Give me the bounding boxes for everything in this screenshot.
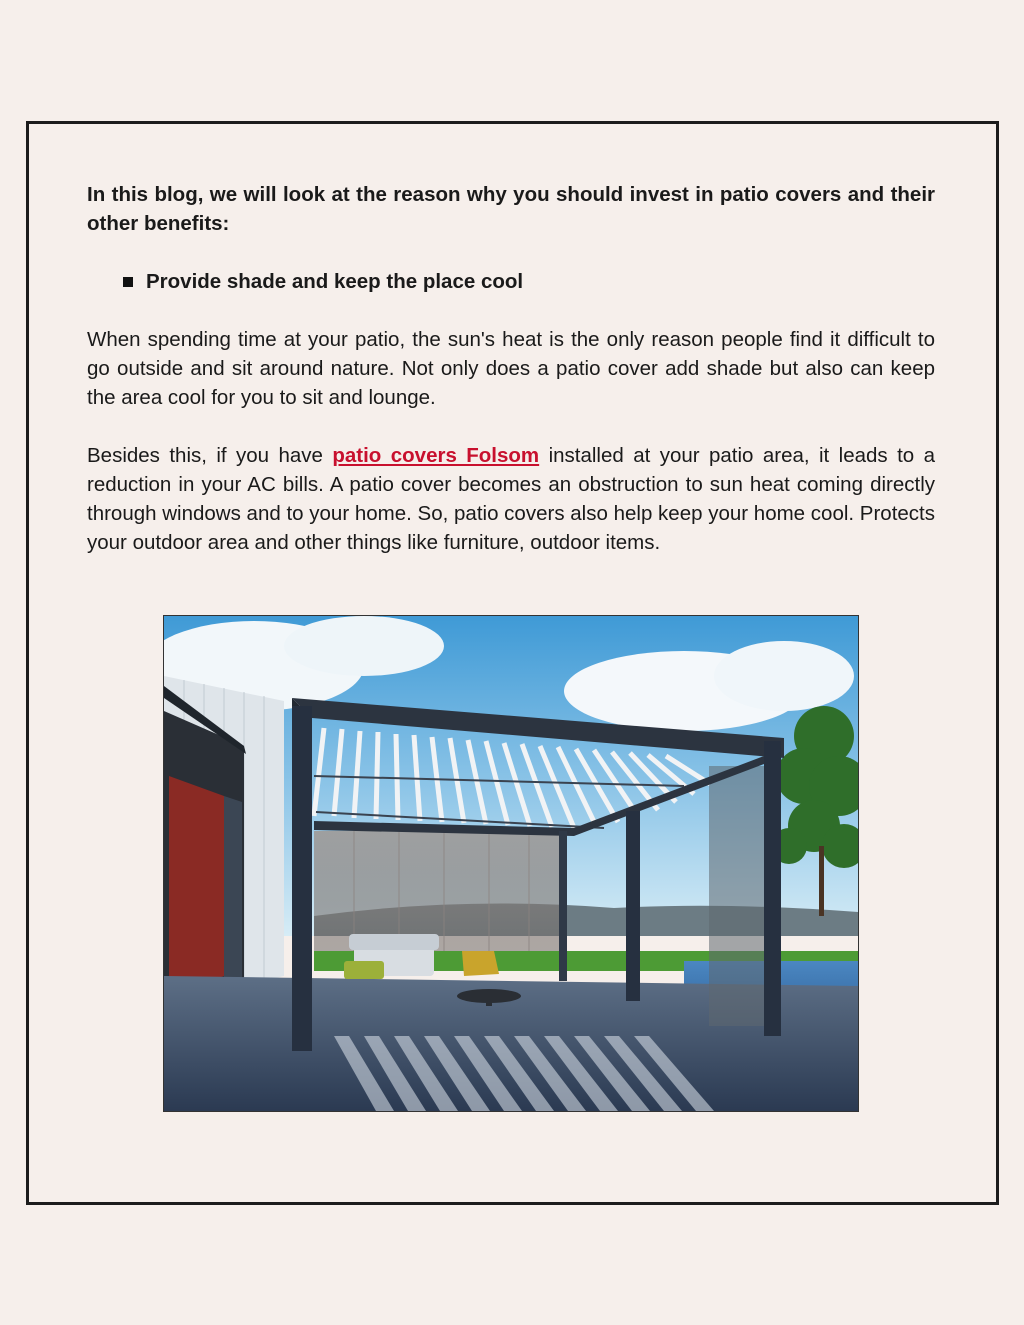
paragraph-shade: When spending time at your patio, the sun's heat is the only reason people find it difficult to go outside and sit around nature. Not only does a patio cover add shade but also can keep the area cool for you to sit and lounge.: [87, 328, 935, 409]
bullet-label: Provide shade and keep the place cool: [146, 270, 524, 293]
bullet-item: [123, 267, 935, 296]
article-body: [87, 180, 935, 557]
paragraph-text-after: installed at your patio area, it leads to a reduction in your AC bills. A patio cover becomes an obstruction to sun heat coming directly through windows and to your home. So, patio covers also help keep your home cool. Protects your outdoor area and other things like furniture, outdoor items.: [87, 444, 935, 554]
intro-heading: In this blog, we will look at the reason why you should invest in patio covers and their other benefits:: [87, 183, 935, 235]
pergola-photo: [163, 615, 859, 1112]
patio-covers-folsom-link[interactable]: patio covers Folsom: [332, 444, 540, 467]
paragraph-text-before: Besides this, if you have: [87, 444, 333, 467]
paragraph-ac-bills: [87, 441, 935, 557]
square-bullet-icon: [123, 277, 133, 287]
